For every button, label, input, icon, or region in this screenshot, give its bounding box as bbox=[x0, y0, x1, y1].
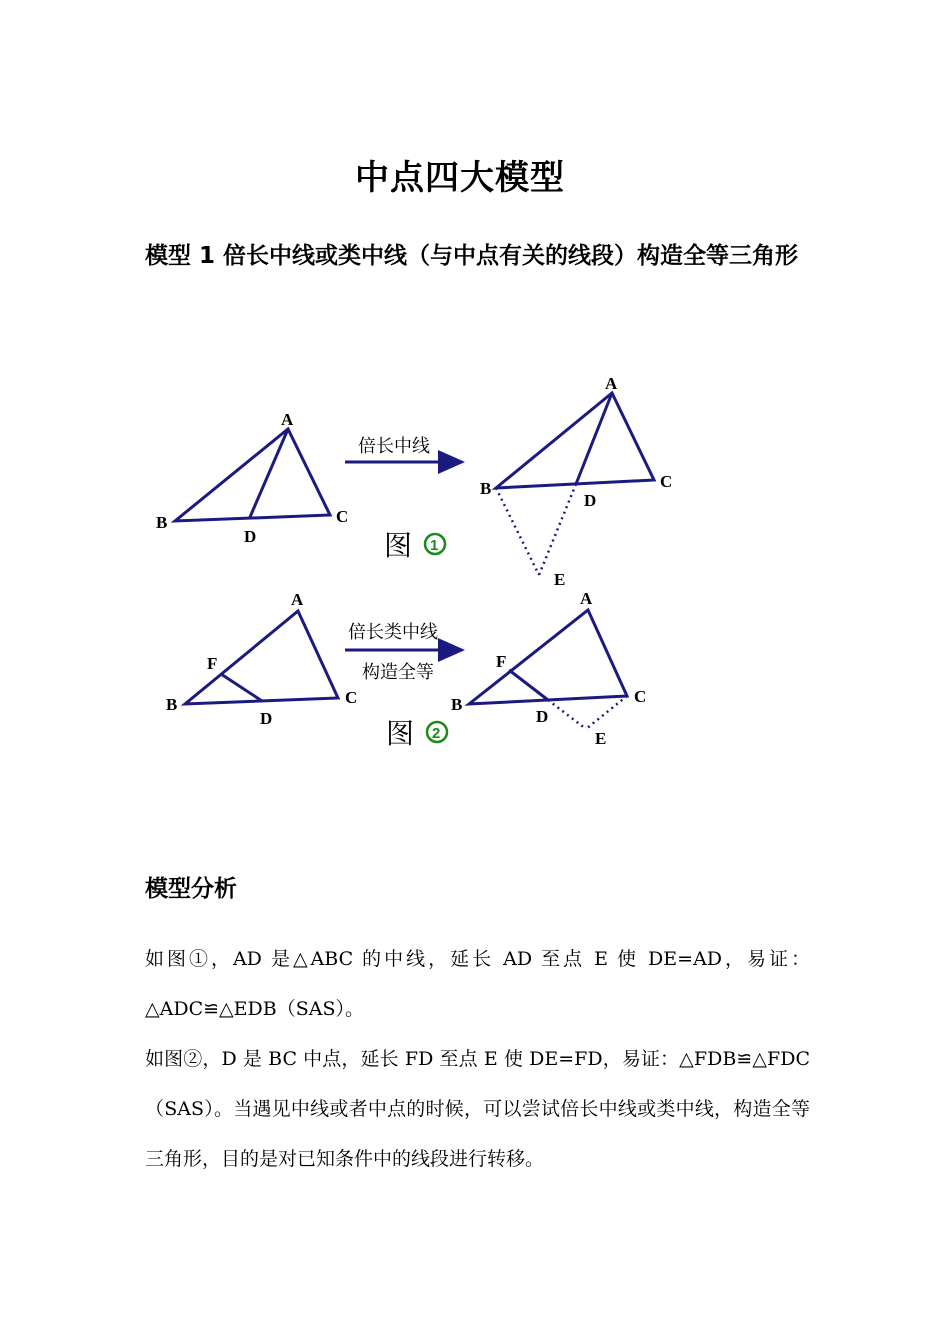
page-title: 中点四大模型 bbox=[355, 158, 565, 198]
fig2-right-label-f: F bbox=[496, 652, 507, 671]
fig2-right-triangle bbox=[469, 610, 627, 704]
fig2-right-label-a: A bbox=[580, 589, 593, 608]
fig2-left-label-b: B bbox=[166, 695, 178, 714]
fig2-arrow-label-2: 构造全等 bbox=[362, 662, 434, 683]
fig1-left-triangle bbox=[175, 429, 330, 521]
fig2-right-label-b: B bbox=[451, 695, 463, 714]
fig1-arrow-label: 倍长中线 bbox=[358, 436, 430, 457]
fig1-caption: 图 bbox=[384, 529, 413, 562]
fig1-right-triangle bbox=[496, 393, 654, 488]
fig1-left-label-a: A bbox=[281, 410, 294, 429]
fig1-left-label-b: B bbox=[156, 513, 168, 532]
analysis-paragraph-2: 如图②，D 是 BC 中点，延长 FD 至点 E 使 DE=FD，易证：△FDB≌△FDC（SAS）。当遇见中线或者中点的时候，可以尝试倍长中线或类中线，构造全等三角形，目的是对已知条件中的线段进行转移。 bbox=[145, 1048, 810, 1170]
fig2-left-label-f: F bbox=[207, 654, 218, 673]
fig2-left-label-a: A bbox=[291, 590, 304, 609]
fig2-number: 2 bbox=[432, 725, 441, 742]
fig2-right-label-e: E bbox=[595, 729, 607, 748]
model-analysis-heading: 模型分析 bbox=[145, 876, 237, 902]
fig2-arrow-label-1: 倍长类中线 bbox=[348, 622, 438, 643]
fig1-number: 1 bbox=[430, 537, 439, 554]
fig1-right-label-e: E bbox=[554, 570, 566, 589]
fig1-right-label-b: B bbox=[480, 479, 492, 498]
fig2-right-label-c: C bbox=[634, 687, 647, 706]
fig2-extension-dotted bbox=[548, 696, 627, 729]
fig1-right-label-d: D bbox=[584, 491, 597, 510]
fig1-left-label-c: C bbox=[336, 507, 349, 526]
fig2-left-label-c: C bbox=[345, 688, 358, 707]
fig1-extension-dotted bbox=[496, 484, 576, 575]
fig2-left-label-d: D bbox=[260, 709, 273, 728]
fig2-right-label-d: D bbox=[536, 707, 549, 726]
fig1-right-label-a: A bbox=[605, 374, 618, 393]
midpoint-model-figure bbox=[140, 360, 700, 760]
analysis-paragraph-1: 如图①，AD 是△ABC 的中线，延长 AD 至点 E 使 DE=AD，易证：△ADC≌△EDB（SAS）。 bbox=[145, 948, 810, 1020]
model-1-heading: 模型 1 倍长中线或类中线（与中点有关的线段）构造全等三角形 bbox=[145, 243, 799, 269]
fig1-right-label-c: C bbox=[660, 472, 673, 491]
fig2-caption: 图 bbox=[386, 717, 415, 750]
fig1-left-label-d: D bbox=[244, 527, 257, 546]
